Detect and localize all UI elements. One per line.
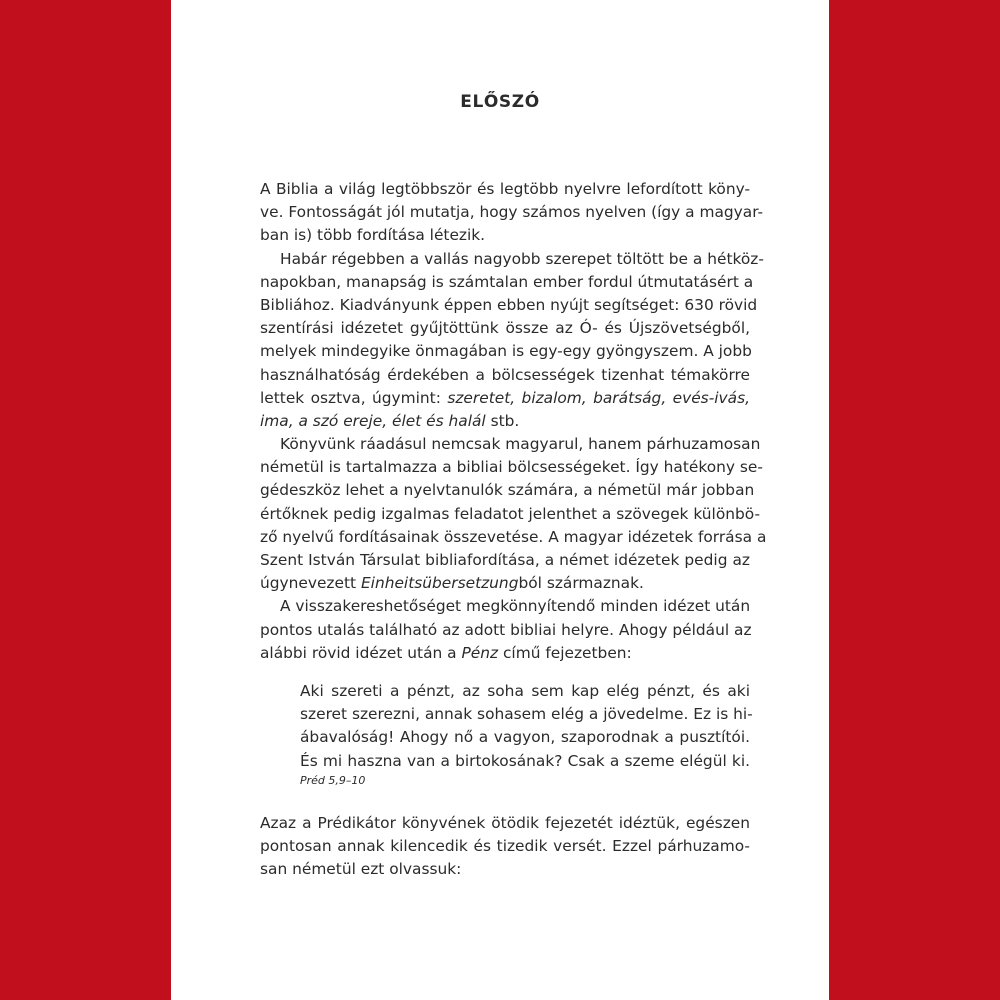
quote-line: ábavalóság! Ahogy nő a vagyon, szaporodnak a pusztítói. <box>300 728 750 747</box>
paragraph-4 <box>260 595 750 665</box>
quote-line: És mi haszna van a birtokosának? Csak a szeme elégül ki. <box>300 751 750 770</box>
text-line: ző nyelvű fordításainak összevetése. A magyar idézetek forrása a <box>260 527 767 546</box>
text-span: ból származnak. <box>518 574 644 593</box>
quote-line: szeret szerezni, annak sohasem elég a jövedelme. Ez is hi- <box>300 705 753 724</box>
text-span: alábbi rövid idézet után a <box>260 643 462 662</box>
text-line: Azaz a Prédikátor könyvének ötödik fejezetét idéztük, egészen <box>260 813 750 832</box>
text-line <box>260 572 750 595</box>
book-page <box>171 0 829 1000</box>
text-line: Szent István Társulat bibliafordítása, a német idézetek pedig az <box>260 551 750 569</box>
body-text <box>260 178 767 881</box>
text-line: pontosan annak kilencedik és tizedik versét. Ezzel párhuzamo- <box>260 836 750 855</box>
text-line <box>260 410 750 433</box>
italic-chapter: Pénz <box>461 643 499 662</box>
text-line: Bibliához. Kiadványunk éppen ebben nyújt segítséget: 630 rövid <box>260 295 758 314</box>
text-span: úgynevezett <box>260 574 361 593</box>
text-line: napokban, manapság is számtalan ember fordul útmutatásért a <box>260 272 754 291</box>
text-line: ve. Fontosságát jól mutatja, hogy számos nyelven (így a magyar- <box>260 203 764 222</box>
text-line: értőknek pedig izgalmas feladatot jelenthet a szövegek különbö- <box>260 504 761 523</box>
italic-source: Einheitsübersetzung <box>360 574 519 593</box>
italic-topics: ima, a szó ereje, élet és halál <box>260 411 486 430</box>
text-line: Könyvünk ráadásul nemcsak magyarul, hanem párhuzamosan <box>280 435 761 454</box>
left-red-band <box>0 0 171 1000</box>
text-line: melyek mindegyike önmagában is egy-egy gyöngyszem. A jobb <box>260 342 752 361</box>
text-line: ban is) több fordítása létezik. <box>260 226 486 245</box>
text-line: szentírási idézetet gyűjtöttünk össze az Ó- és Újszövetségből, <box>260 319 750 338</box>
quote-block <box>260 680 753 789</box>
quote-reference: Préd 5,9–10 <box>300 773 366 787</box>
text-line: Habár régebben a vallás nagyobb szerepet töltött be a hétköz- <box>280 249 764 268</box>
text-line: pontos utalás található az adott bibliai helyre. Ahogy például az <box>260 620 752 639</box>
text-line: gédeszköz lehet a nyelvtanulók számára, a németül már jobban <box>260 481 755 500</box>
right-red-band <box>829 0 1000 1000</box>
paragraph-5 <box>260 812 750 882</box>
text-line: németül is tartalmazza a bibliai bölcsességeket. Így hatékony se- <box>260 458 763 477</box>
text-line: san németül ezt olvassuk: <box>260 860 462 879</box>
text-line: A visszakereshetőséget megkönnyítendő minden idézet után <box>280 597 751 616</box>
text-line: használhatóság érdekében a bölcsességek tizenhat témakörre <box>260 365 750 384</box>
paragraph-1 <box>260 178 764 248</box>
italic-topics: szeretet, bizalom, barátság, evés-ivás, <box>447 388 750 407</box>
text-span: stb. <box>485 411 520 430</box>
paragraph-2 <box>260 248 764 434</box>
spacer <box>260 789 750 812</box>
quote-line: Aki szereti a pénzt, az soha sem kap elég pénzt, és aki <box>300 681 750 700</box>
paragraph-3 <box>260 433 767 595</box>
text-line <box>260 642 750 665</box>
text-span: című fejezetben: <box>498 643 632 662</box>
text-span: lettek osztva, úgymint: <box>260 388 448 407</box>
text-line <box>260 387 750 410</box>
page-title: ELŐSZÓ <box>460 92 540 112</box>
text-line: A Biblia a világ legtöbbször és legtöbb nyelvre lefordított köny- <box>260 180 750 198</box>
